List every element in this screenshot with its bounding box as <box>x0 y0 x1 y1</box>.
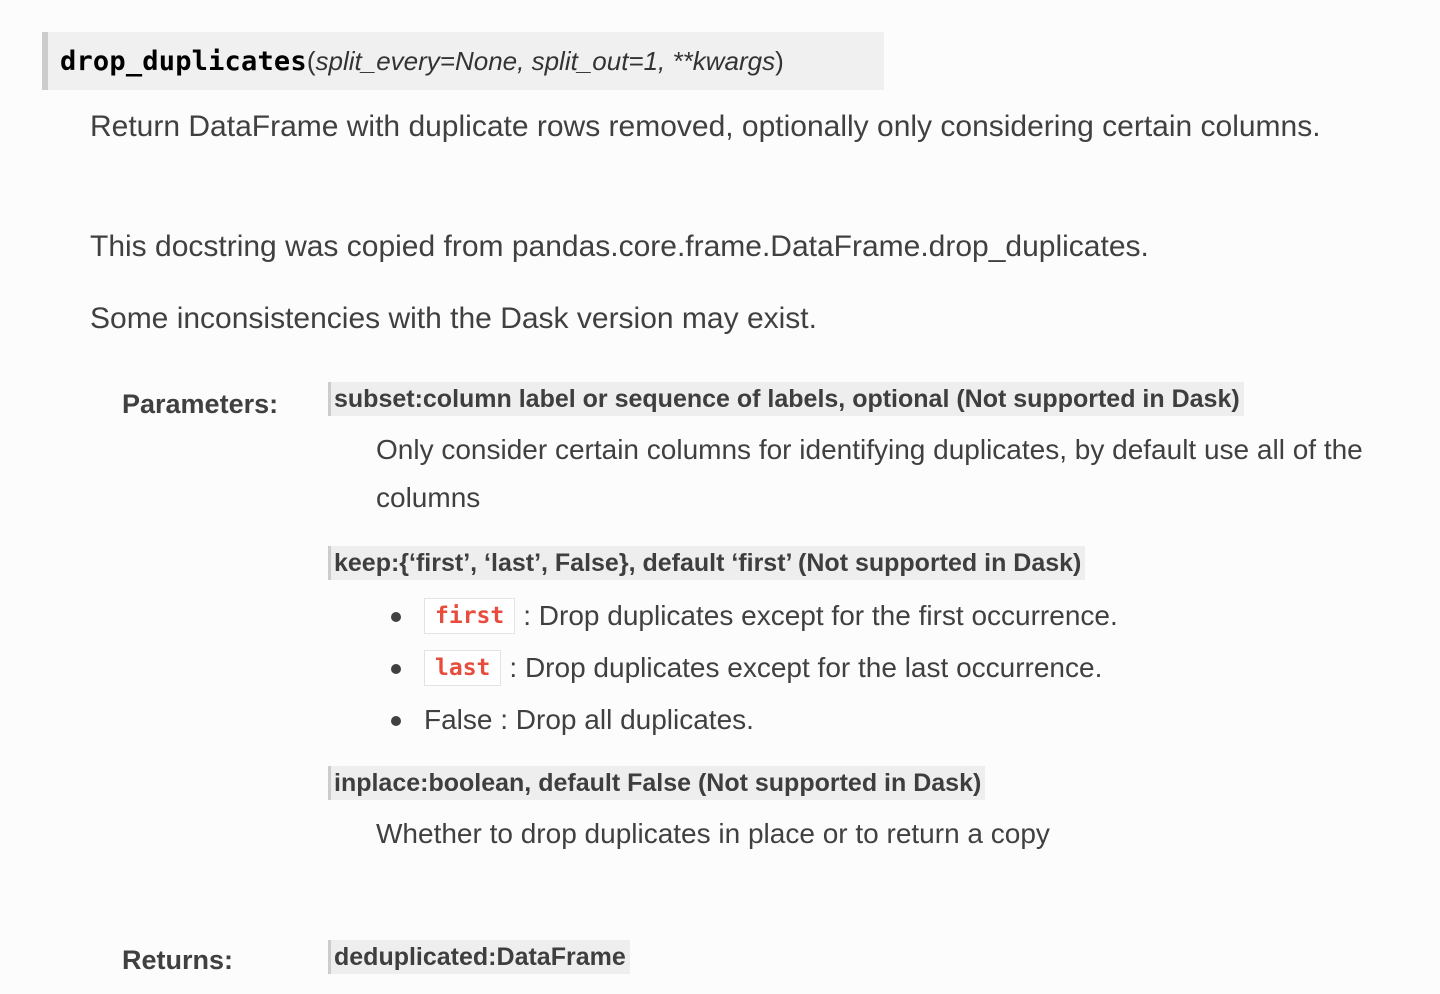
signature-open-paren: ( <box>306 45 316 76</box>
description-source-note: This docstring was copied from pandas.core.frame.DataFrame.drop_duplicates. <box>90 230 1149 263</box>
param-inplace-term: inplace:boolean, default False (Not supported in Dask) <box>328 766 985 800</box>
method-signature <box>42 32 884 90</box>
bullet-text: False : Drop all duplicates. <box>424 704 754 735</box>
description-summary: Return DataFrame with duplicate rows removed, optionally only considering certain columns. <box>90 110 1321 143</box>
bullet-text: : Drop duplicates except for the last occurrence. <box>509 652 1103 683</box>
description-inconsistency-note: Some inconsistencies with the Dask version may exist. <box>90 302 817 335</box>
param-inplace-description: Whether to drop duplicates in place or to return a copy <box>376 818 1050 849</box>
bullet-icon <box>391 716 401 726</box>
parameters-label: Parameters: <box>122 389 279 419</box>
param-subset-description: Only consider certain columns for identifying duplicates, by default use all of the columns <box>376 434 1363 513</box>
bullet-icon <box>391 664 401 674</box>
returns-term: deduplicated:DataFrame <box>328 940 630 974</box>
param-subset-term: subset:column label or sequence of labels, optional (Not supported in Dask) <box>328 382 1244 416</box>
bullet-text: : Drop duplicates except for the first occurrence. <box>523 600 1118 631</box>
param-keep-term: keep:{‘first’, ‘last’, False}, default ‘first’ (Not supported in Dask) <box>328 546 1085 580</box>
signature-close-paren: ) <box>775 45 784 76</box>
bullet-icon <box>391 612 401 622</box>
inline-code: first <box>424 598 515 634</box>
returns-label: Returns: <box>122 945 234 975</box>
inline-code: last <box>424 650 501 686</box>
method-name: drop_duplicates <box>60 45 307 77</box>
method-arguments: split_every=None, split_out=1, **kwargs <box>315 45 776 76</box>
